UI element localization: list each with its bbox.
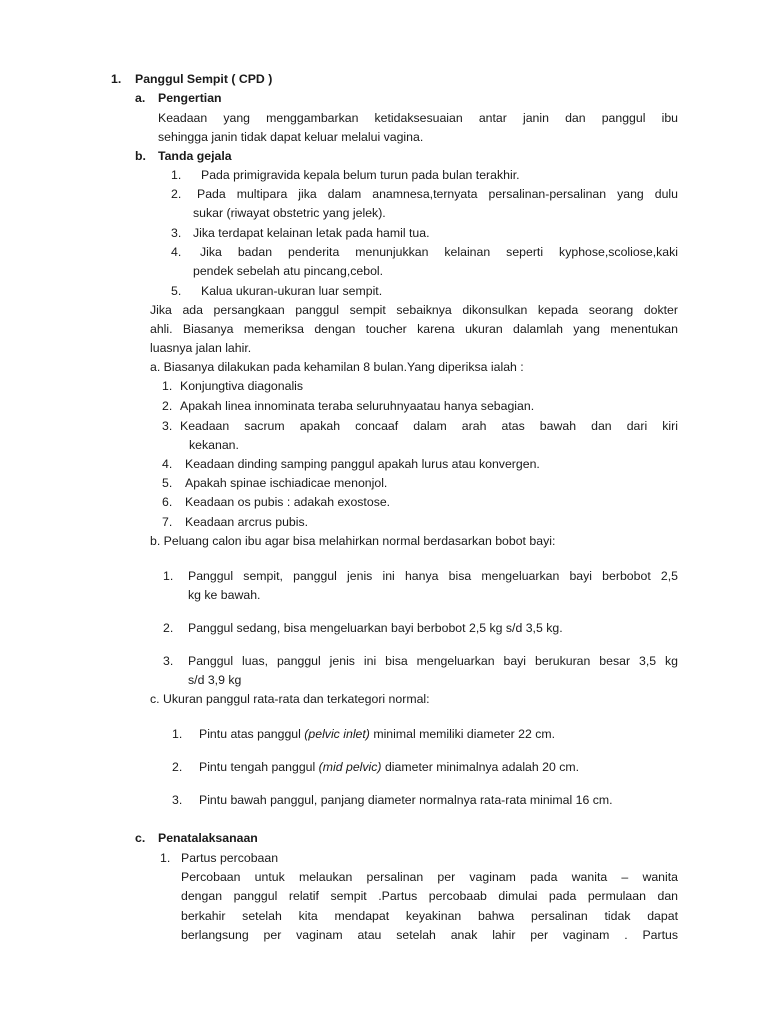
weight-number: 1. [163,569,174,583]
management-paragraph-line: berlangsung per vaginam atau setelah anak lahir per vaginam . Partus [181,928,678,942]
exam-number: 4. [162,457,173,471]
exam-text: Apakah linea innominata teraba seluruhnyaatau hanya sebagian. [180,399,535,413]
section-c-title: Penatalaksanaan [158,831,258,845]
exam-text: Keadaan arcrus pubis. [185,515,309,529]
symptom-text: Kalua ukuran-ukuran luar sempit. [201,284,383,298]
weight-text: Panggul luas, panggul jenis ini bisa mengeluarkan bayi berukuran besar 3,5 kg [188,654,678,668]
symptom-number: 4. [171,245,182,259]
exam-text: Apakah spinae ischiadicae menonjol. [185,476,388,490]
exam-list-title: a. Biasanya dilakukan pada kehamilan 8 bulan.Yang diperiksa ialah : [150,360,524,374]
weight-text-cont: s/d 3,9 kg [188,673,242,687]
section-a-title: Pengertian [158,91,222,105]
size-text: Pintu bawah panggul, panjang diameter normalnya rata-rata minimal 16 cm. [199,793,613,807]
weight-text: Panggul sempit, panggul jenis ini hanya bisa mengeluarkan bayi berbobot 2,5 [188,569,678,583]
section-a-letter: a. [135,91,146,105]
exam-number: 2. [162,399,173,413]
symptom-number: 1. [171,168,182,182]
section-a-line-2: sehingga janin tidak dapat keluar melalui vagina. [158,130,424,144]
paragraph-line: luasnya jalan lahir. [150,341,252,355]
symptom-text: Pada multipara jika dalam anamnesa,ternyata persalinan-persalinan yang dulu [197,187,678,201]
section-b-title: Tanda gejala [158,149,232,163]
weight-text-cont: kg ke bawah. [188,588,261,602]
exam-number: 3. [162,419,173,433]
symptom-text-cont: sukar (riwayat obstetric yang jelek). [193,206,386,220]
management-number: 1. [160,851,171,865]
exam-text: Keadaan dinding samping panggul apakah lurus atau konvergen. [185,457,540,471]
paragraph-line: Jika ada persangkaan panggul sempit sebaiknya dikonsulkan kepada seorang dokter [150,303,678,317]
heading-number: 1. [111,72,122,86]
section-c-letter: c. [135,831,146,845]
symptom-number: 2. [171,187,182,201]
exam-number: 5. [162,476,173,490]
management-title: Partus percobaan [181,851,279,865]
size-text: Pintu tengah panggul (mid pelvic) diameter minimalnya adalah 20 cm. [199,760,580,774]
weight-text: Panggul sedang, bisa mengeluarkan bayi berbobot 2,5 kg s/d 3,5 kg. [188,621,563,635]
management-paragraph-line: Percobaan untuk melaukan persalinan per vaginam pada wanita – wanita [181,870,678,884]
symptom-text: Jika badan penderita menunjukkan kelainan seperti kyphose,scoliose,kaki [200,245,678,259]
heading-title: Panggul Sempit ( CPD ) [135,72,273,86]
exam-number: 7. [162,515,173,529]
symptom-text: Jika terdapat kelainan letak pada hamil tua. [193,226,430,240]
exam-text: Konjungtiva diagonalis [180,379,304,393]
size-number: 2. [172,760,183,774]
paragraph-line: ahli. Biasanya memeriksa dengan toucher karena ukuran dalamlah yang menentukan [150,322,678,336]
weight-number: 2. [163,621,174,635]
exam-number: 6. [162,495,173,509]
size-number: 3. [172,793,183,807]
size-number: 1. [172,727,183,741]
size-text: Pintu atas panggul (pelvic inlet) minimal memiliki diameter 22 cm. [199,727,556,741]
section-b-letter: b. [135,149,146,163]
symptom-number: 3. [171,226,182,240]
symptom-text: Pada primigravida kepala belum turun pada bulan terakhir. [201,168,520,182]
symptom-number: 5. [171,284,182,298]
management-paragraph-line: dengan panggul relatif sempit .Partus percobaab dimulai pada permulaan dan [181,889,678,903]
weight-number: 3. [163,654,174,668]
size-list-title: c. Ukuran panggul rata-rata dan terkategori normal: [150,692,430,706]
exam-text: Keadaan os pubis : adakah exostose. [185,495,391,509]
symptom-text-cont: pendek sebelah atu pincang,cebol. [193,264,384,278]
section-a-line-1: Keadaan yang menggambarkan ketidaksesuaian antar janin dan panggul ibu [158,111,678,125]
exam-text: Keadaan sacrum apakah concaaf dalam arah atas bawah dan dari kiri [180,419,678,433]
exam-number: 1. [162,379,173,393]
management-paragraph-line: berkahir setelah kita mendapat keyakinan bahwa persalinan tidak dapat [181,909,678,923]
weight-list-title: b. Peluang calon ibu agar bisa melahirkan normal berdasarkan bobot bayi: [150,534,556,548]
exam-text-cont: kekanan. [189,438,239,452]
